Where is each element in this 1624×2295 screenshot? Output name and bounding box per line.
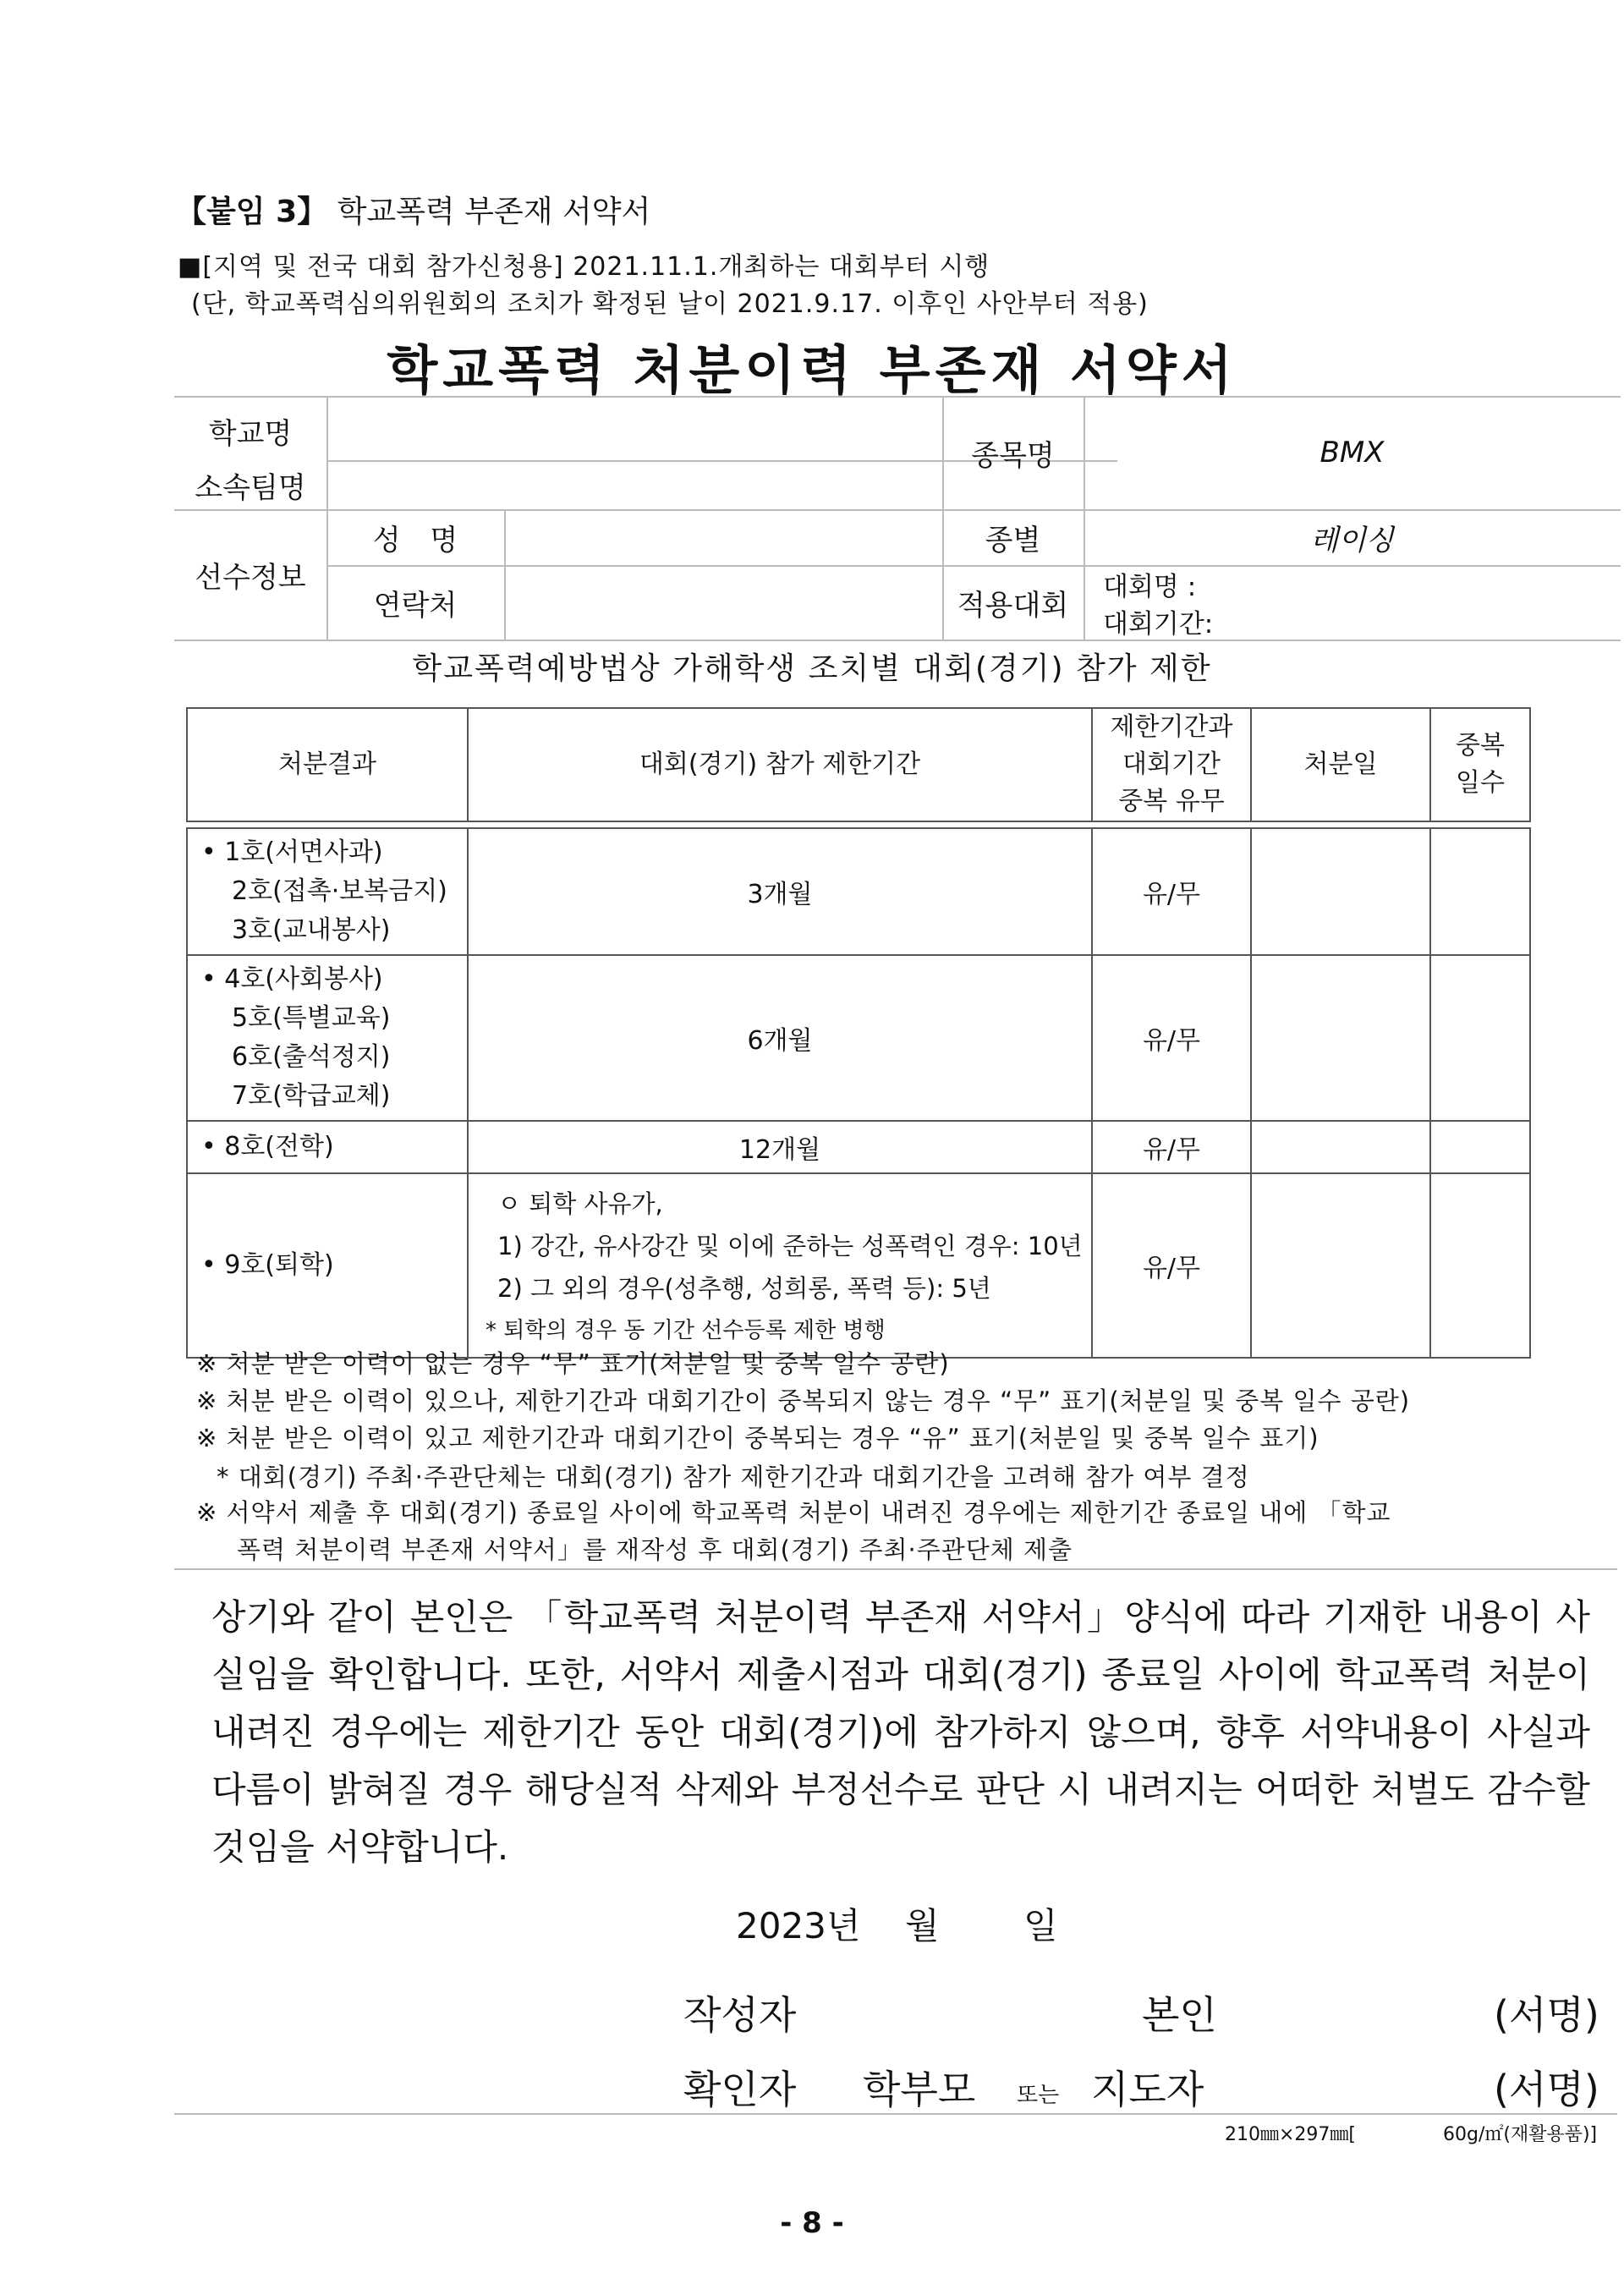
signature-mark-confirmer[interactable]: (서명) — [1494, 2067, 1599, 2112]
attachment-heading — [176, 188, 650, 231]
school-input[interactable] — [328, 398, 941, 458]
header-period: 대회(경기) 참가 제한기간 — [468, 708, 1092, 821]
event-value: BMX — [1320, 436, 1385, 469]
restriction-period: 12개월 — [468, 1121, 1092, 1173]
team-input[interactable] — [328, 462, 941, 508]
date-input[interactable] — [1251, 1121, 1430, 1173]
days-input[interactable] — [1430, 1173, 1530, 1358]
result-codes: • 1호(서면사과) 2호(접촉·보복금지) 3호(교내봉사) — [187, 828, 468, 955]
applied-competition-label: 적용대회 — [957, 588, 1069, 623]
overlap-value: 유/무 — [1092, 1173, 1251, 1358]
category-value: 레이싱 — [1310, 523, 1394, 557]
note-5: ※ 서약서 제출 후 대회(경기) 종료일 사이에 학교폭력 처분이 내려진 경우에는 제한기간 종료일 내에 「학교 — [196, 1498, 1391, 1527]
overlap-value: 유/무 — [1092, 1121, 1251, 1173]
info-table — [174, 396, 1621, 640]
confirmer-parent: 학부모 — [863, 2067, 976, 2112]
date-day: 일 — [1023, 1905, 1058, 1946]
table-header-row — [187, 708, 1530, 821]
header-result: 처분결과 — [187, 708, 468, 821]
restriction-period: 6개월 — [468, 955, 1092, 1121]
days-input[interactable] — [1430, 955, 1530, 1121]
date-month: 월 — [905, 1905, 940, 1946]
player-info-label: 선수정보 — [195, 560, 306, 595]
date-year: 2023년 — [736, 1905, 861, 1946]
event-label: 종목명 — [971, 438, 1055, 473]
writer-role: 본인 — [1142, 1992, 1217, 2038]
overlap-value: 유/무 — [1092, 955, 1251, 1121]
page-number: - 8 - — [780, 2206, 844, 2240]
header-date: 처분일 — [1251, 708, 1430, 821]
name-label: 성 명 — [372, 523, 458, 557]
days-input[interactable] — [1430, 828, 1530, 955]
header-days: 중복 일수 — [1430, 708, 1530, 821]
restriction-period: 3개월 — [468, 828, 1092, 955]
date-input[interactable] — [1251, 955, 1430, 1121]
contact-input[interactable] — [506, 567, 941, 638]
table-row — [187, 1173, 1530, 1358]
confirmer-coach: 지도자 — [1091, 2067, 1204, 2112]
document-title: 학교폭력 처분이력 부존재 서약서 — [387, 339, 1237, 401]
restriction-table — [186, 707, 1531, 1359]
attachment-number: 【붙임 3】 — [176, 195, 328, 229]
result-codes: • 9호(퇴학) — [187, 1173, 468, 1358]
result-codes: • 4호(사회봉사) 5호(특별교육) 6호(출석정지) 7호(학급교체) — [187, 955, 468, 1121]
note-6: 폭력 처분이력 부존재 서약서」를 재작성 후 대회(경기) 주최·주관단체 제출 — [237, 1535, 1073, 1564]
note-3: ※ 처분 받은 이력이 있고 제한기간과 대회기간이 중복되는 경우 “유” 표기(처분일 및 중복 일수 표기) — [196, 1424, 1320, 1452]
table-row — [187, 955, 1530, 1121]
section-title: 학교폭력예방법상 가해학생 조치별 대회(경기) 참가 제한 — [412, 651, 1212, 686]
paper-spec: 60g/㎡(재활용품)] — [1443, 2124, 1598, 2145]
days-input[interactable] — [1430, 1121, 1530, 1173]
note-1: ※ 처분 받은 이력이 없는 경우 “무” 표기(처분일 및 중복 일수 공란) — [196, 1349, 950, 1378]
note-2: ※ 처분 받은 이력이 있으나, 제한기간과 대회기간이 중복되지 않는 경우 “무” 표기(처분일 및 중복 일수 공란) — [196, 1386, 1411, 1415]
contact-label: 연락처 — [373, 588, 458, 623]
team-label: 소속팀명 — [195, 470, 306, 505]
school-label: 학교명 — [208, 416, 293, 451]
confirmer-label: 확인자 — [683, 2067, 797, 2112]
competition-name-label: 대회명 : — [1103, 571, 1197, 602]
name-input[interactable] — [506, 511, 941, 563]
writer-label: 작성자 — [683, 1992, 797, 2038]
pledge-text: 상기와 같이 본인은 「학교폭력 처분이력 부존재 서약서」양식에 따라 기재한 내용이 사실임을 확인합니다. 또한, 서약서 제출시점과 대회(경기) 종료일 사이에 학교폭력 처분이 내려진 경우에는 제한기간 동안 대회(경기)에 참가하지 않으며, 향후 서약내용이 사실과 다름이 밝혀질 경우 해당실적 삭제와 부정선수로 판단 시 내려지는 어떠한 처벌도 감수할 것임을 서약합니다. — [211, 1596, 1590, 1868]
competition-period-label: 대회기간: — [1103, 608, 1214, 640]
table-row — [187, 1121, 1530, 1173]
notice-line-2: (단, 학교폭력심의위원회의 조치가 확정된 날이 2021.9.17. 이후인 사안부터 적용) — [191, 289, 1149, 319]
paper-size: 210㎜×297㎜[ — [1225, 2124, 1356, 2145]
or-label: 또는 — [1017, 2083, 1060, 2108]
overlap-value: 유/무 — [1092, 828, 1251, 955]
attachment-label: 학교폭력 부존재 서약서 — [337, 195, 651, 229]
notice-line-1: ■[지역 및 전국 대회 참가신청용] 2021.11.1.개최하는 대회부터 시행 — [178, 252, 990, 282]
signature-mark-writer[interactable]: (서명) — [1494, 1992, 1599, 2038]
result-codes: • 8호(전학) — [187, 1121, 468, 1173]
date-input[interactable] — [1251, 1173, 1430, 1358]
date-input[interactable] — [1251, 828, 1430, 955]
expulsion-period-detail: ㅇ 퇴학 사유가, 1) 강간, 유사강간 및 이에 준하는 성폭력인 경우: 10년 2) 그 외의 경우(성추행, 성희롱, 폭력 등): 5년 * 퇴학의 경우 동 기간 선수등록 제한 병행 — [468, 1173, 1092, 1358]
category-label: 종별 — [985, 523, 1041, 557]
note-4: * 대회(경기) 주최·주관단체는 대회(경기) 참가 제한기간과 대회기간을 고려해 참가 여부 결정 — [217, 1463, 1250, 1491]
table-row — [187, 828, 1530, 955]
header-overlap: 제한기간과 대회기간 중복 유무 — [1092, 708, 1251, 821]
